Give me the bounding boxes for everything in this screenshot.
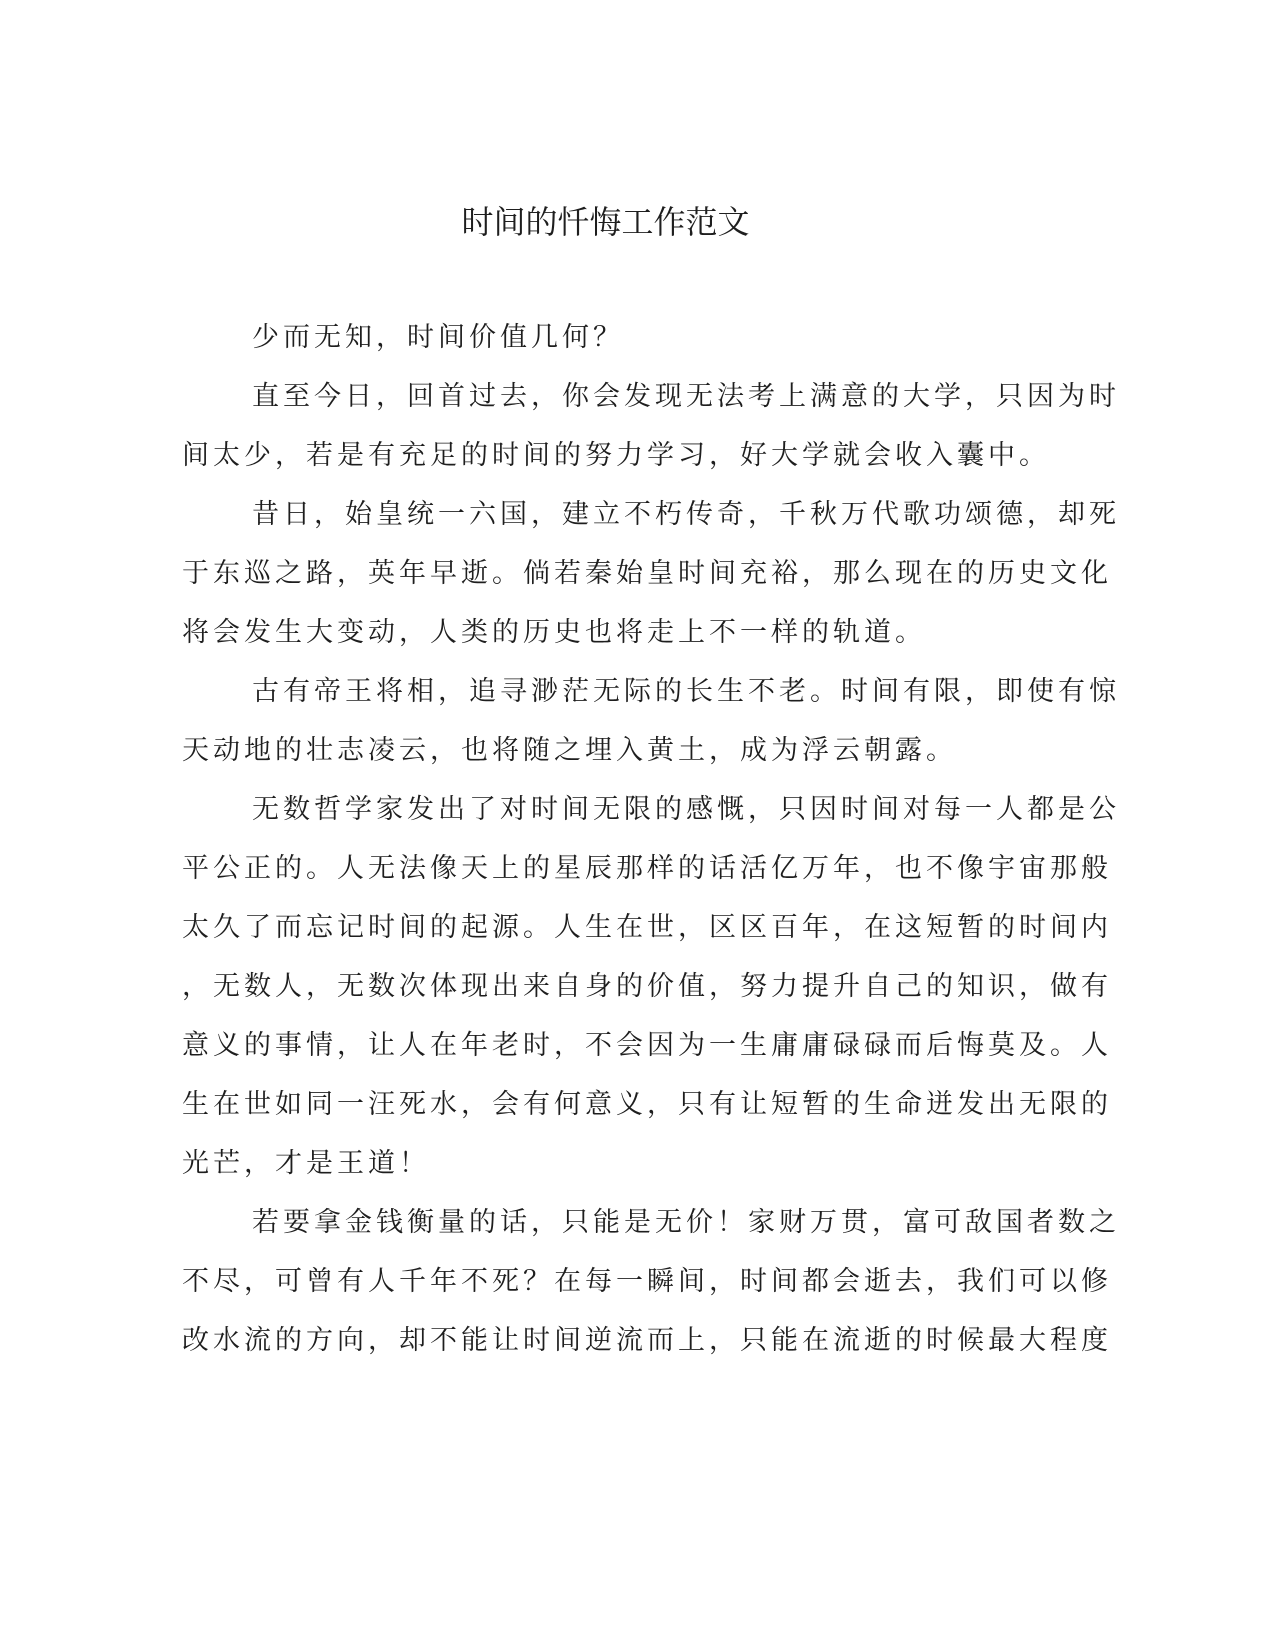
text-line: 直至今日，回首过去，你会发现无法考上满意的大学，只因为时: [252, 381, 1120, 412]
text-line: 若要拿金钱衡量的话，只能是无价！家财万贯，富可敌国者数之: [252, 1207, 1120, 1238]
text-line: 平公正的。人无法像天上的星辰那样的话活亿万年，也不像宇宙那般: [182, 853, 1112, 884]
text-line: 不尽，可曾有人千年不死？在每一瞬间，时间都会逝去，我们可以修: [182, 1266, 1112, 1297]
text-line: 生在世如同一汪死水，会有何意义，只有让短暂的生命迸发出无限的: [182, 1089, 1112, 1120]
text-line: 于东巡之路，英年早逝。倘若秦始皇时间充裕，那么现在的历史文化: [182, 558, 1112, 589]
text-line: 天动地的壮志凌云，也将随之埋入黄土，成为浮云朝露。: [182, 735, 957, 766]
document-body: [182, 318, 1120, 1380]
text-line: 昔日，始皇统一六国，建立不朽传奇，千秋万代歌功颂德，却死: [252, 499, 1120, 530]
text-line: 将会发生大变动，人类的历史也将走上不一样的轨道。: [182, 617, 926, 648]
text-line: 少而无知，时间价值几何？: [252, 322, 624, 353]
text-line: 意义的事情，让人在年老时，不会因为一生庸庸碌碌而后悔莫及。人: [182, 1030, 1112, 1061]
text-line: 古有帝王将相，追寻渺茫无际的长生不老。时间有限，即使有惊: [252, 676, 1120, 707]
document-title: 时间的忏悔工作范文: [461, 203, 750, 241]
text-line: 太久了而忘记时间的起源。人生在世，区区百年，在这短暂的时间内: [182, 912, 1112, 943]
text-line: 间太少，若是有充足的时间的努力学习，好大学就会收入囊中。: [182, 440, 1050, 471]
text-line: ，无数人，无数次体现出来自身的价值，努力提升自己的知识，做有: [182, 971, 1112, 1002]
text-line: 无数哲学家发出了对时间无限的感慨，只因时间对每一人都是公: [252, 794, 1120, 825]
text-line: 光芒，才是王道！: [182, 1148, 430, 1179]
text-line: 改水流的方向，却不能让时间逆流而上，只能在流逝的时候最大程度: [182, 1325, 1112, 1356]
